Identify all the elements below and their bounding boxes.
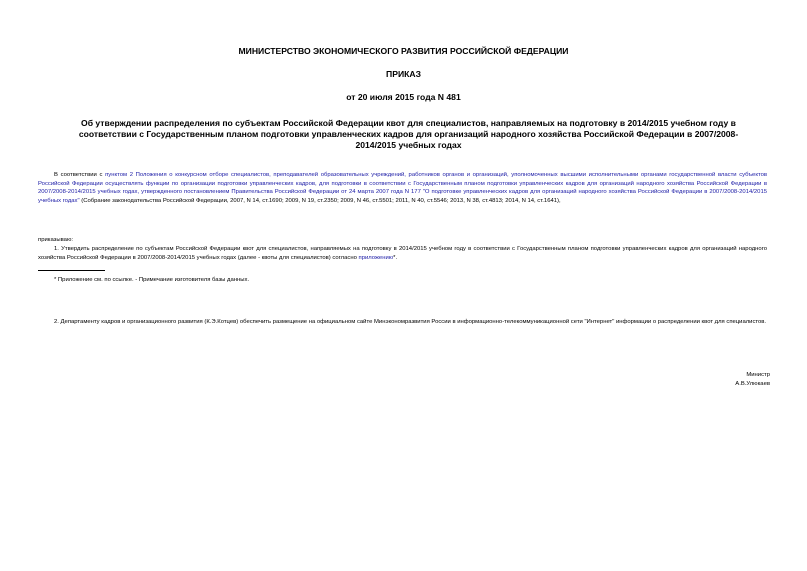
footnote-text: * Приложение см. по ссылке. - Примечание изготовителя базы данных. xyxy=(54,277,250,283)
intro-suffix: (Собрание законодательства Российской Федерации, 2007, N 14, ст.1690; 2009, N 19, ст.2350; 2009, N 46, ст.5501; 2011, N 40, ст.5546; 2013, N 38, ст.4813; 2014, N 14, ст.1641), xyxy=(79,197,561,204)
appendix-link[interactable]: приложению xyxy=(358,254,394,261)
intro-prefix: В соответствии с xyxy=(54,172,106,178)
ministry-heading: МИНИСТЕРСТВО ЭКОНОМИЧЕСКОГО РАЗВИТИЯ РОССИЙСКОЙ ФЕДЕРАЦИИ xyxy=(238,46,569,56)
footnote-divider xyxy=(38,270,105,271)
document-title: Об утверждении распределения по субъектам Российской Федерации квот для специалистов, направляемых на подготовку в 2014/2015 учебном году в соответствии с Государственным планом подготовки управленческих кадров для организаций народного хозяйства Российской Федерации в 2007/2008-2014/2015 учебных годах xyxy=(78,118,739,151)
item-1-paragraph xyxy=(38,245,767,262)
intro-paragraph xyxy=(38,171,767,205)
item-1-suffix: *. xyxy=(393,254,398,261)
document-type-heading: ПРИКАЗ xyxy=(386,69,421,79)
signatory-name: А.В.Улюкаев xyxy=(735,381,770,387)
item-1-text: 1. Утвердить распределение по субъектам Российской Федерации квот для специалистов, направляемых на подготовку в 2014/2015 учебном году в соответствии с Государственным планом подготовки управленческих кадров для организаций народного хозяйства Российской Федерации в 2007/2008-2014/2015 учебных годах (далее - квоты для специалистов) согласно xyxy=(38,246,767,261)
item-2-paragraph: 2. Департаменту кадров и организационного развития (К.Э.Котцев) обеспечить размещение на официальном сайте Минэкономразвития России в информационно-телекоммуникационной сети "Интернет" информации о распределении квот для специалистов. xyxy=(54,319,767,325)
date-number-heading: от 20 июля 2015 года N 481 xyxy=(346,92,461,102)
signatory-role: Министр xyxy=(746,372,770,378)
order-word: приказываю: xyxy=(38,237,74,243)
regulation-link[interactable]: пунктом 2 Положения о конкурсном отборе специалистов, преподавателей образовательных учреждений, работников органов и организаций, уполномоченных высшими исполнительными органами государственной власти субъектов Российской Федерации осуществлять функции по организации подготовки управленческих кадров, для подготовки в соответствии с Государственным планом подготовки управленческих кадров для организаций народного хозяйства Российской Федерации в 2007/2008-2014/2015 учебных годах, утвержденного постановлением Правительства Российской Федерации от 24 марта 2007 года N 177 "О подготовке управленческих кадров для организаций народного хозяйства Российской Федерации в 2007/2008-2014/2015 учебных годах" xyxy=(38,172,767,204)
